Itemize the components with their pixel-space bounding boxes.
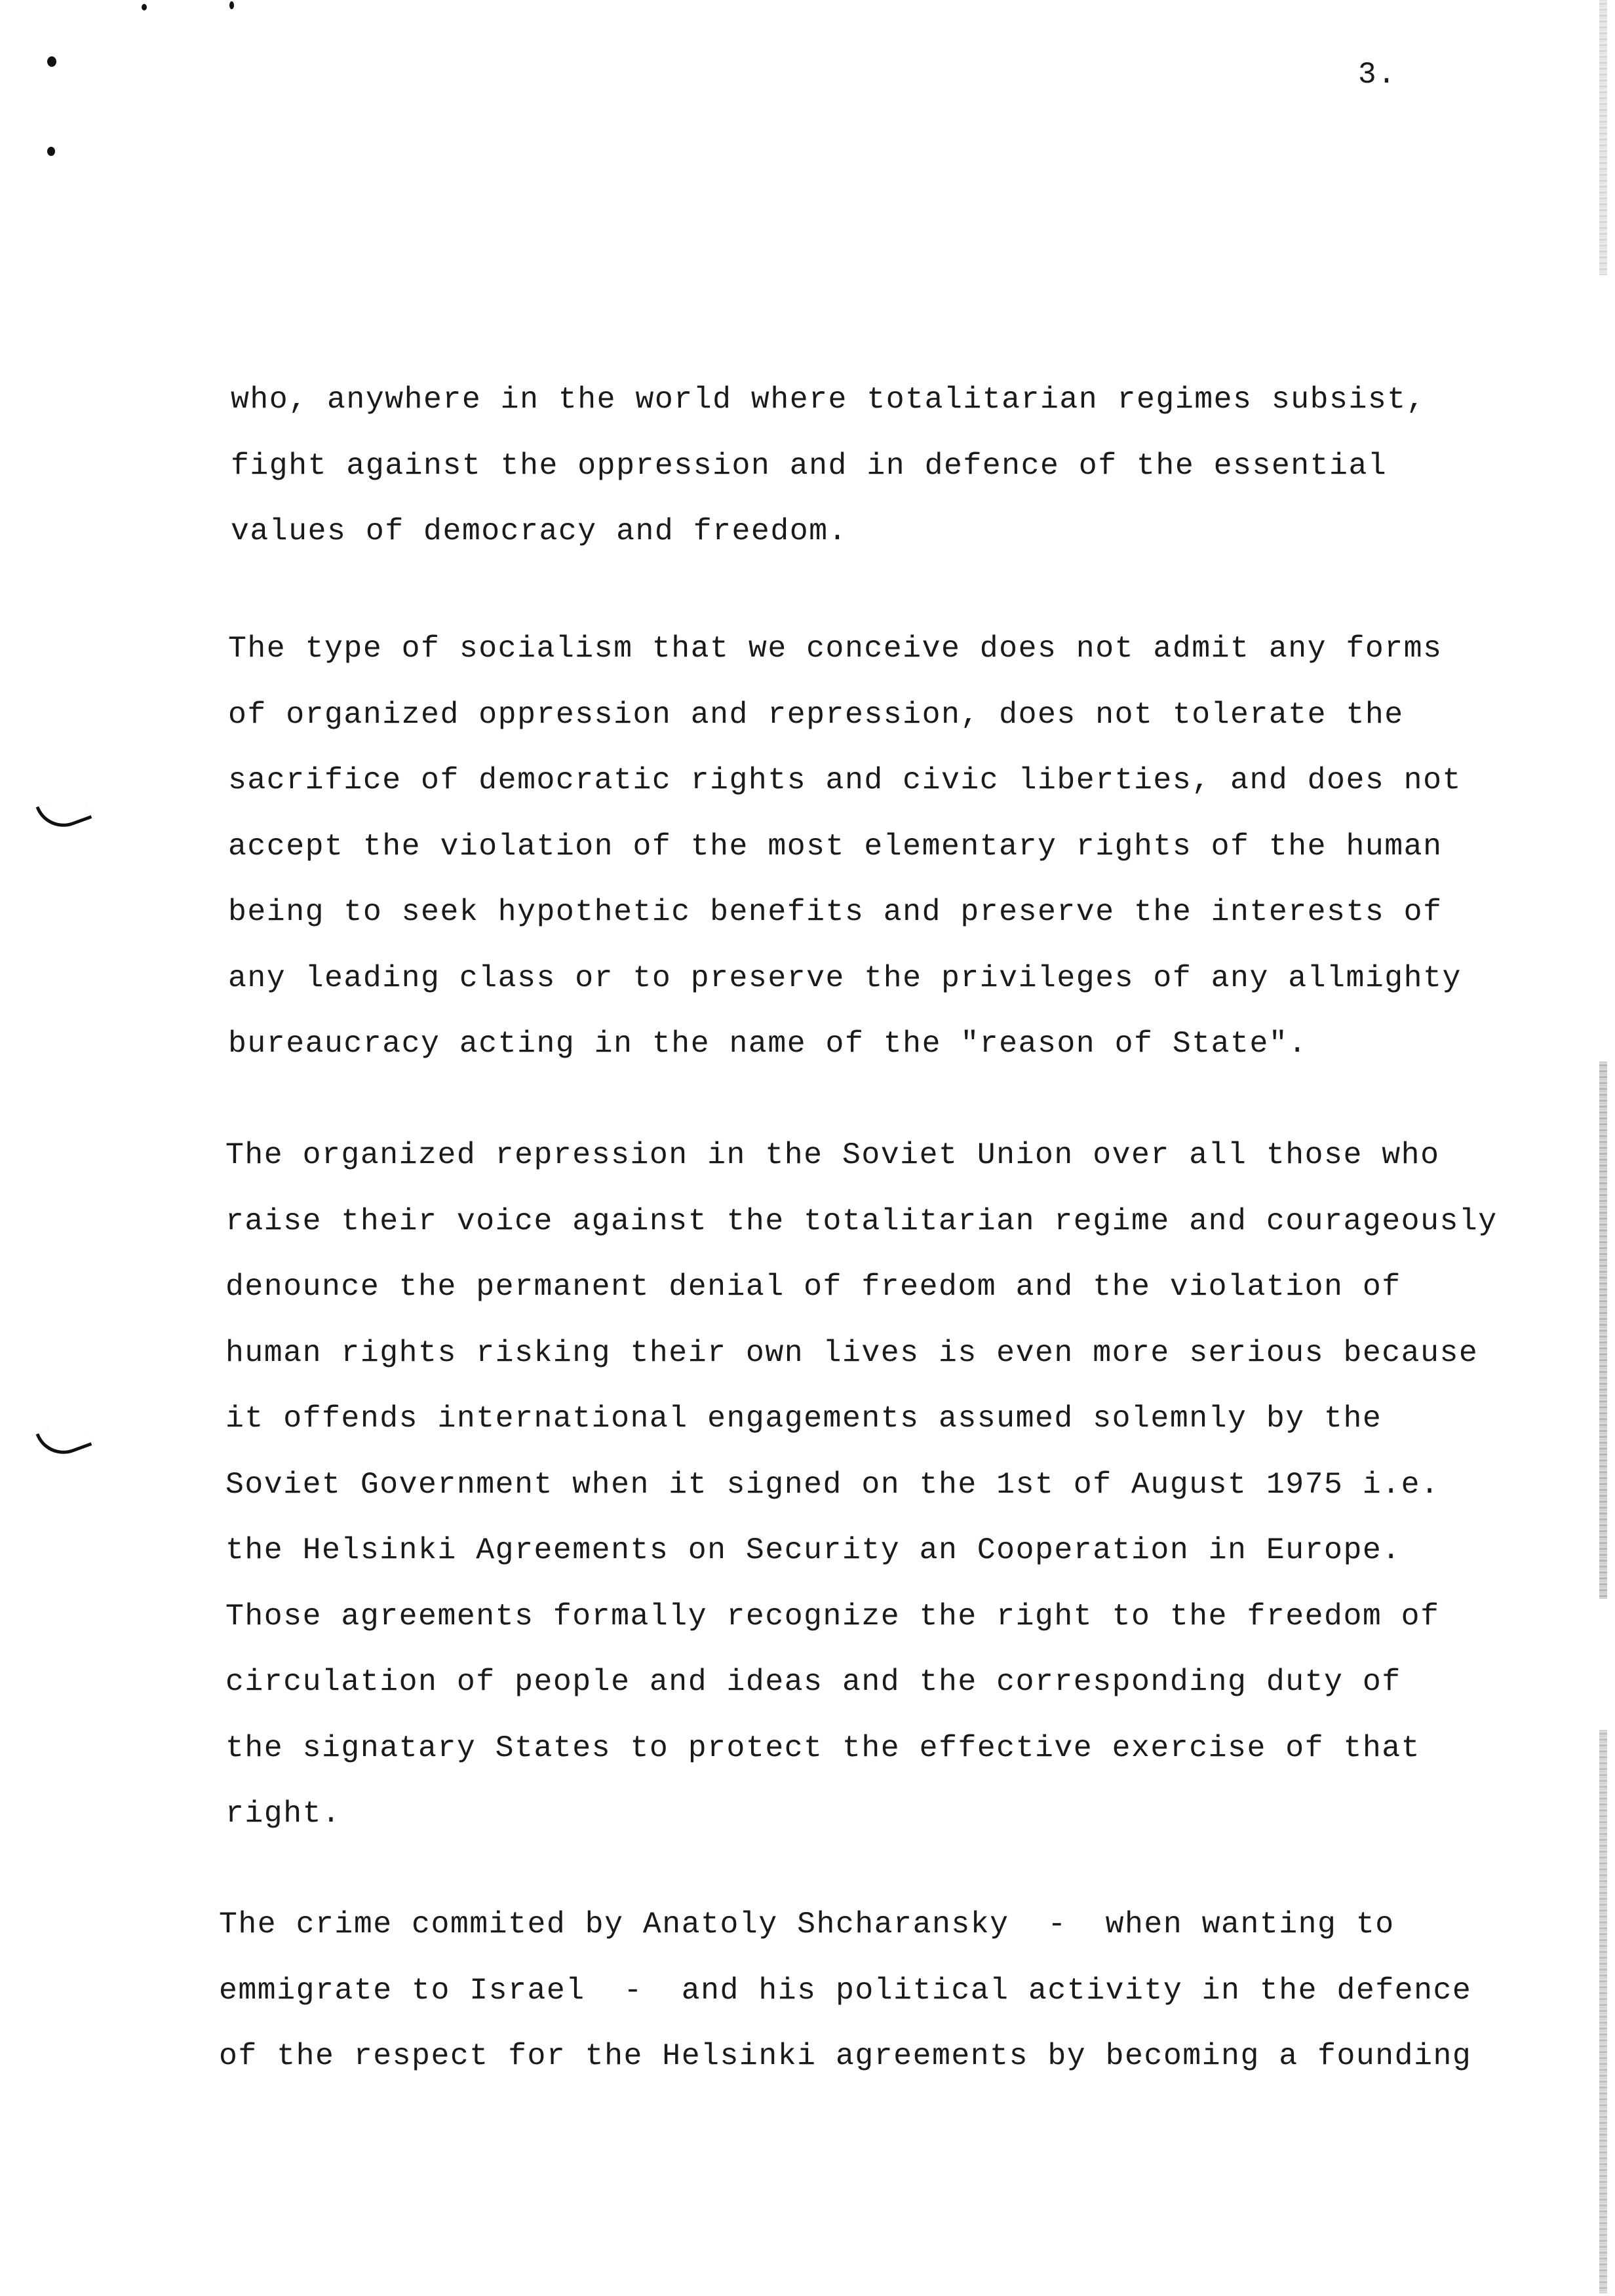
text-line: The crime commited by Anatoly Shcharansky - when wanting to bbox=[219, 1907, 1395, 1942]
text-line: accept the violation of the most elementary rights of the human bbox=[228, 828, 1443, 864]
text-line: it offends international engagements assumed solemnly by the bbox=[225, 1401, 1382, 1436]
paragraph bbox=[219, 1892, 1556, 2090]
text-line: The organized repression in the Soviet Union over all those who bbox=[225, 1138, 1440, 1172]
scan-mark bbox=[47, 56, 56, 67]
text-line: Soviet Government when it signed on the 1st of August 1975 i.e. bbox=[225, 1466, 1440, 1502]
text-line: Those agreements formally recognize the right to the freedom of bbox=[225, 1598, 1440, 1634]
text-line: circulation of people and ideas and the corresponding duty of bbox=[225, 1664, 1401, 1699]
text-line: fight against the oppression and in defence of the essential bbox=[231, 448, 1388, 483]
paragraph bbox=[228, 616, 1565, 1077]
text-line: the signatary States to protect the effective exercise of that bbox=[225, 1730, 1421, 1765]
text-line: emmigrate to Israel - and his political activity in the defence bbox=[219, 1972, 1472, 2008]
text-line: of the respect for the Helsinki agreements by becoming a founding bbox=[219, 2038, 1472, 2073]
text-line: any leading class or to preserve the privileges of any allmighty bbox=[228, 960, 1462, 995]
text-line: right. bbox=[225, 1796, 341, 1831]
text-line: values of democracy and freedom. bbox=[231, 514, 847, 548]
scan-mark bbox=[142, 4, 147, 10]
text-line: denounce the permanent denial of freedom and the violation of bbox=[225, 1269, 1401, 1304]
scan-edge bbox=[1599, 0, 1607, 275]
text-line: the Helsinki Agreements on Security an Cooperation in Europe. bbox=[225, 1533, 1401, 1567]
text-line: The type of socialism that we conceive does not admit any forms bbox=[228, 631, 1443, 666]
punch-hole-mark bbox=[36, 791, 92, 835]
text-line: human rights risking their own lives is even more serious because bbox=[225, 1335, 1479, 1370]
text-line: bureaucracy acting in the name of the "reason of State". bbox=[228, 1026, 1308, 1061]
paragraph bbox=[231, 367, 1568, 565]
text-line: sacrifice of democratic rights and civic liberties, and does not bbox=[228, 763, 1462, 797]
page-number: 3. bbox=[1358, 58, 1397, 92]
scan-mark bbox=[229, 1, 234, 9]
paragraph bbox=[225, 1122, 1563, 1847]
scan-edge bbox=[1599, 1730, 1607, 2293]
text-line: being to seek hypothetic benefits and preserve the interests of bbox=[228, 894, 1443, 929]
text-line: raise their voice against the totalitarian regime and courageously bbox=[225, 1203, 1498, 1238]
scan-mark bbox=[47, 147, 55, 156]
punch-hole-mark bbox=[36, 1418, 92, 1463]
scan-edge bbox=[1599, 1062, 1607, 1599]
text-line: of organized oppression and repression, does not tolerate the bbox=[228, 697, 1404, 732]
text-line: who, anywhere in the world where totalitarian regimes subsist, bbox=[231, 382, 1426, 417]
